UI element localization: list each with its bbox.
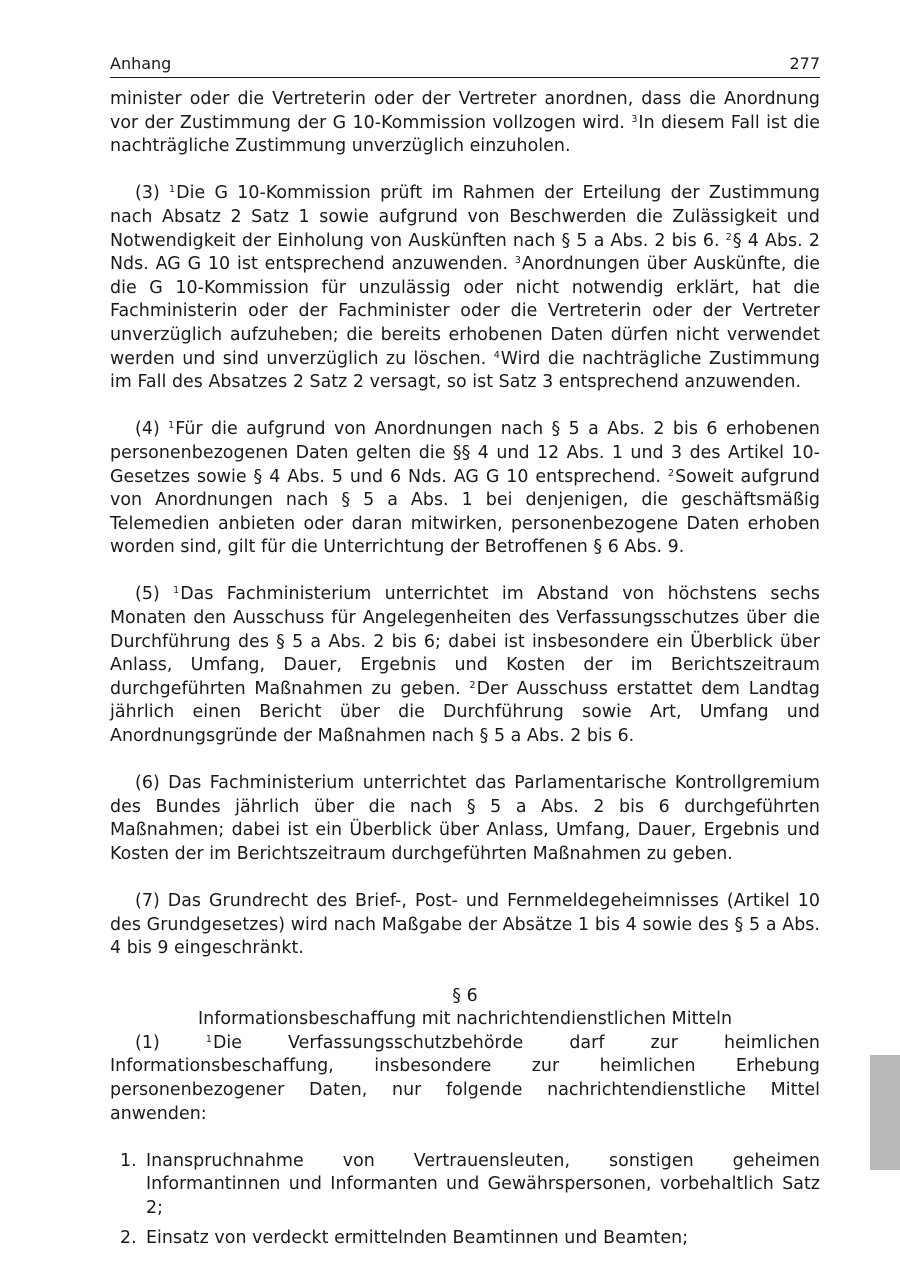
section6-paragraph-1 [110, 1032, 820, 1126]
sentence-1: Das Fachministerium unterrichtet im Abstand von höchstens sechs Monaten den Ausschuss für Angelegenheiten des Verfassungsschutzes über die Durchführung des § 5 a Abs. 2 bis 6; dabei ist insbesondere ein Überblick über Anlass, Umfang, Dauer, Ergebnis und Kosten der im Berichtszeitraum durchgeführten Maßnahmen zu geben. [110, 584, 820, 699]
sentence-number: 3 [514, 255, 522, 267]
sentence-1: minister oder die Vertreterin oder der Vertreter anordnen, dass die Anordnung vor der Zustimmung der G 10-Kommission vollzogen wird. [110, 89, 820, 133]
paragraph-3 [110, 182, 820, 394]
paragraph-6: (6) Das Fachministerium unterrichtet das Parlamentarische Kontrollgremium des Bundes jährlich über die nach § 5 a Abs. 2 bis 6 durchgeführten Maßnahmen; dabei ist ein Überblick über Anlass, Umfang, Dauer, Ergebnis und Kosten der im Berichtszeitraum durchgeführten Maßnahmen zu geben. [110, 773, 820, 864]
sentence-4: Wird die nachträgliche Zustimmung im Fall des Absatzes 2 Satz 2 versagt, so ist Satz 3 entsprechend anzuwenden. [110, 348, 820, 393]
paragraph-label: (1) [135, 1032, 206, 1053]
sentence-2: Der Ausschuss erstattet dem Landtag jährlich einen Bericht über die Durchführung sowie Art, Umfang und Anordnungsgründe der Maßnahmen nach § 5 a Abs. 2 bis 6. [110, 678, 820, 747]
sentence-number: 1 [173, 585, 180, 597]
paragraph-label: (5) [135, 584, 174, 605]
list-item-number: 2. [120, 1227, 137, 1248]
sentence-number: 1 [169, 184, 176, 196]
sentence-number: 1 [205, 1033, 212, 1045]
list-item [110, 1150, 820, 1221]
sentence-number: 1 [168, 420, 175, 432]
chapter-title: Anhang [110, 54, 172, 73]
list-item-text: Inanspruchnahme von Vertrauensleuten, sonstigen geheimen Informantinnen und Informanten und Gewährspersonen, vorbehaltlich Satz 2; [146, 1150, 820, 1218]
sentence-1: Für die aufgrund von Anordnungen nach § 5 a Abs. 2 bis 6 erhobenen personenbezogenen Daten gelten die §§ 4 und 12 Abs. 1 und 3 des Artikel 10-Gesetzes sowie § 4 Abs. 5 und 6 Nds. AG G 10 entsprechend. [110, 419, 820, 487]
sentence-number: 2 [667, 467, 675, 479]
paragraph-label: (3) [135, 183, 170, 204]
list-item [110, 1227, 820, 1251]
means-list [110, 1150, 820, 1250]
paragraph-7: (7) Das Grundrecht des Brief-, Post- und Fernmeldegeheimnisses (Artikel 10 des Grundgesetzes) wird nach Maßgabe der Absätze 1 bis 4 sowie des § 5 a Abs. 4 bis 9 eingeschränkt. [110, 891, 820, 959]
paragraph-label: (4) [135, 419, 169, 440]
paragraph-4 [110, 418, 820, 560]
sentence-2: Soweit aufgrund von Anordnungen nach § 5 a Abs. 1 bei denjenigen, die geschäftsmäßig Telemedien anbieten oder daran mitwirken, personenbezogene Daten erhoben worden sind, gilt für die Unterrichtung der Betroffenen § 6 Abs. 9. [110, 466, 820, 558]
list-item-number: 1. [120, 1150, 137, 1171]
sentence-1: Die G 10-Kommission prüft im Rahmen der Erteilung der Zustimmung nach Absatz 2 Satz 1 sowie aufgrund von Beschwerden die Zulässigkeit und Notwendigkeit der Einholung von Auskünften nach § 5 a Abs. 2 bis 6. [110, 183, 820, 251]
sentence-3: In diesem Fall ist die nachträgliche Zustimmung unverzüglich einzuholen. [110, 112, 821, 157]
paragraph-continuation [110, 88, 820, 159]
running-header [110, 53, 820, 78]
sentence-3: Anordnungen über Auskünfte, die die G 10-Kommission für unzulässig oder nicht notwendig erklärt, hat die Fachministerin oder der Fachminister oder die Vertreterin oder der Vertreter unverzüglich aufzuheben; die bereits erhobenen Daten dürfen nicht verwendet werden und sind unverzüglich zu löschen. [110, 254, 820, 369]
sentence-number: 2 [725, 231, 732, 243]
thumb-index-tab [870, 1055, 900, 1170]
section-title: Informationsbeschaffung mit nachrichtendienstlichen Mitteln [197, 1009, 733, 1030]
sentence-number: 3 [631, 113, 638, 125]
sentence-2: § 4 Abs. 2 Nds. AG G 10 ist entsprechend anzuwenden. [110, 230, 820, 275]
page-body [110, 88, 820, 1256]
paragraph-5 [110, 583, 820, 748]
section-number: § 6 [452, 985, 478, 1006]
sentence-number: 2 [469, 679, 476, 691]
sentence-number: 4 [493, 349, 500, 361]
page-number: 277 [789, 54, 820, 73]
sentence-1: Die Verfassungsschutzbehörde darf zur heimlichen Informationsbeschaffung, insbesondere zur heimlichen Erhebung personenbezogener Daten, nur folgende nachrichtendienstliche Mittel anwenden: [110, 1032, 820, 1124]
list-item-text: Einsatz von verdeckt ermittelnden Beamtinnen und Beamten; [146, 1227, 689, 1248]
